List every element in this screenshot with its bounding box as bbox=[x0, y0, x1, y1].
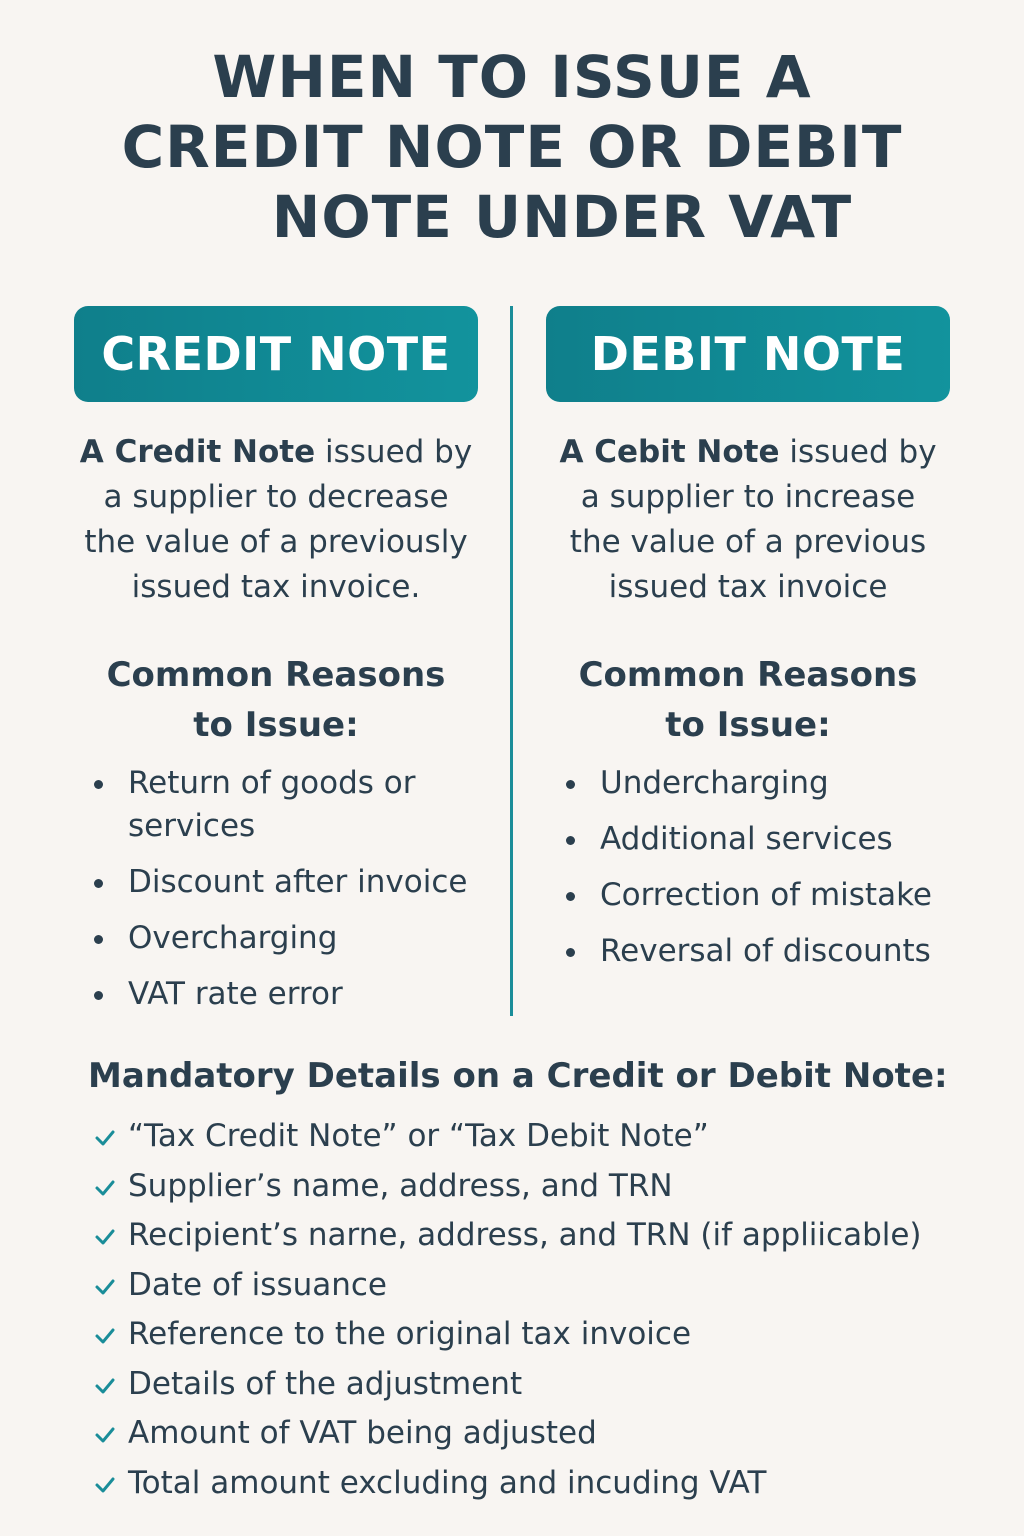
list-item bbox=[88, 1162, 968, 1212]
credit-note-heading: CREDIT NOTE bbox=[74, 306, 478, 402]
mandatory-item-text: Date of issuance bbox=[128, 1266, 388, 1303]
bullet-dot-icon bbox=[94, 879, 103, 888]
list-item bbox=[88, 1310, 968, 1360]
credit-reasons-title-line2: to Issue: bbox=[193, 705, 359, 745]
mandatory-item-text: Recipient’s narne, address, and TRN (if appliicable) bbox=[128, 1217, 922, 1253]
list-item bbox=[74, 861, 478, 904]
checkmark-icon bbox=[92, 1273, 118, 1299]
credit-reason-text: Overcharging bbox=[128, 920, 338, 956]
mandatory-details-title: Mandatory Details on a Credit or Debit Note: bbox=[88, 1056, 948, 1096]
debit-reasons-title-line1: Common Reasons bbox=[578, 655, 918, 695]
bullet-dot-icon bbox=[566, 780, 575, 789]
debit-reason-text: Additional services bbox=[600, 821, 893, 857]
checkmark-icon bbox=[92, 1174, 118, 1200]
title-line-2: CREDIT NOTE OR DEBIT bbox=[121, 113, 903, 181]
debit-reasons-title bbox=[546, 650, 950, 750]
credit-reason-text: VAT rate error bbox=[128, 976, 343, 1012]
bullet-dot-icon bbox=[566, 836, 575, 845]
list-item bbox=[88, 1261, 968, 1311]
list-item bbox=[74, 762, 458, 848]
mandatory-item-text: Reference to the original tax invoice bbox=[128, 1316, 692, 1352]
credit-note-def-bold: A Credit Note bbox=[79, 434, 316, 470]
debit-note-heading: DEBIT NOTE bbox=[546, 306, 950, 402]
debit-note-column bbox=[546, 306, 950, 986]
list-item bbox=[88, 1409, 968, 1459]
checkmark-icon bbox=[92, 1322, 118, 1348]
credit-reason-text: Return of goods or services bbox=[128, 765, 416, 844]
debit-reason-text: Correction of mistake bbox=[600, 877, 932, 913]
checkmark-icon bbox=[92, 1372, 118, 1398]
credit-reason-text: Discount after invoice bbox=[128, 864, 468, 900]
mandatory-item-text: Total amount excluding and incuding VAT bbox=[128, 1464, 767, 1501]
mandatory-item-text: Amount of VAT being adjusted bbox=[128, 1415, 597, 1451]
credit-note-column bbox=[74, 306, 478, 1029]
mandatory-details-section bbox=[88, 1050, 968, 1508]
debit-reason-text: Reversal of discounts bbox=[600, 933, 931, 969]
list-item bbox=[546, 930, 950, 973]
list-item bbox=[546, 762, 950, 805]
debit-note-def-line2: a supplier to increase bbox=[580, 479, 916, 515]
title-line-1: WHEN TO ISSUE A bbox=[212, 43, 812, 111]
list-item bbox=[88, 1459, 968, 1509]
debit-note-def-line1: issued by bbox=[779, 434, 937, 470]
mandatory-details-list bbox=[88, 1112, 968, 1508]
credit-note-def-line1: issued by bbox=[315, 434, 473, 470]
bullet-dot-icon bbox=[94, 935, 103, 944]
debit-note-def-line4: issued tax invoice bbox=[608, 569, 888, 605]
list-item bbox=[88, 1112, 968, 1162]
debit-note-def-line3: the value of a previous bbox=[569, 524, 927, 560]
debit-note-def-bold: A Cebit Note bbox=[559, 434, 780, 470]
checkmark-icon bbox=[92, 1223, 118, 1249]
checkmark-icon bbox=[92, 1124, 118, 1150]
bullet-dot-icon bbox=[94, 991, 103, 1000]
credit-reasons-title bbox=[74, 650, 478, 750]
mandatory-item-text: “Tax Credit Note” or “Tax Debit Note” bbox=[128, 1118, 709, 1154]
credit-note-def-line2: a supplier to decrease bbox=[103, 479, 449, 515]
bullet-dot-icon bbox=[94, 780, 103, 789]
debit-reason-text: Undercharging bbox=[600, 765, 829, 801]
list-item bbox=[88, 1211, 968, 1261]
mandatory-item-text: Supplier’s name, address, and TRN bbox=[128, 1167, 673, 1204]
bullet-dot-icon bbox=[566, 948, 575, 957]
list-item bbox=[88, 1360, 968, 1410]
credit-reasons-title-line1: Common Reasons bbox=[106, 655, 446, 695]
credit-note-def-line4: issued tax invoice. bbox=[131, 569, 421, 605]
checkmark-icon bbox=[92, 1421, 118, 1447]
debit-reasons-title-line2: to Issue: bbox=[665, 705, 831, 745]
mandatory-item-text: Details of the adjustment bbox=[128, 1365, 523, 1402]
page-title bbox=[0, 42, 1024, 252]
checkmark-icon bbox=[92, 1471, 118, 1497]
debit-note-definition bbox=[546, 430, 950, 610]
credit-reasons-list bbox=[74, 762, 478, 1016]
debit-reasons-list bbox=[546, 762, 950, 973]
list-item bbox=[546, 874, 950, 917]
column-divider bbox=[510, 306, 513, 1016]
bullet-dot-icon bbox=[566, 892, 575, 901]
list-item bbox=[74, 973, 478, 1016]
title-line-3: NOTE UNDER VAT bbox=[271, 183, 853, 251]
list-item bbox=[74, 917, 478, 960]
credit-note-definition bbox=[74, 430, 478, 610]
credit-note-def-line3: the value of a previously bbox=[84, 524, 468, 560]
list-item bbox=[546, 818, 950, 861]
